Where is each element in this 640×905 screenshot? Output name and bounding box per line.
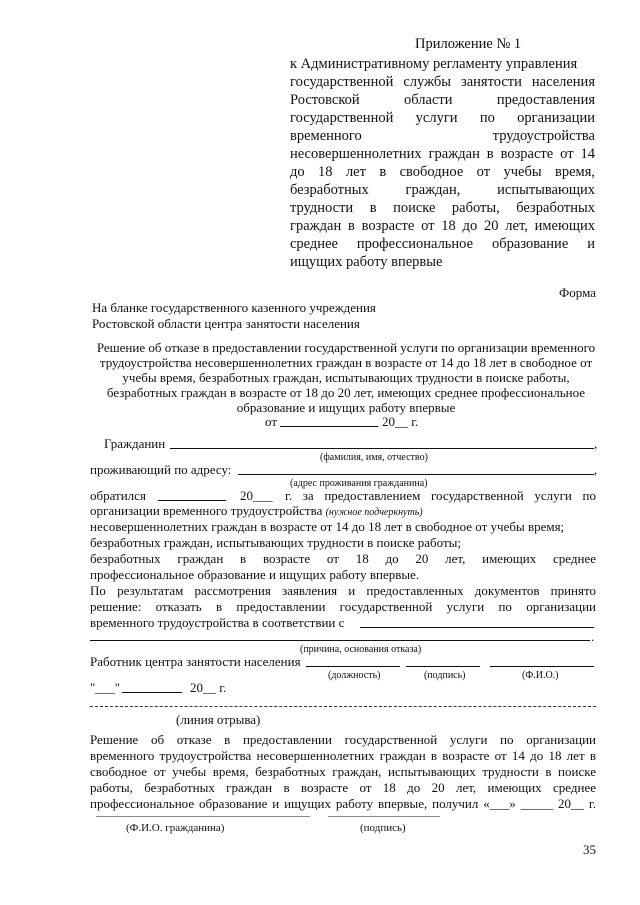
- page-number: 35: [583, 842, 596, 857]
- result-line: По результатам рассмотрения заявления и предоставленных документов принято: [90, 583, 596, 598]
- citizen-hint: (фамилия, имя, отчество): [320, 452, 428, 463]
- option-2[interactable]: безработных граждан, испытывающих трудности в поиске работы;: [90, 535, 461, 550]
- tear-text: Решение об отказе в предоставлении государственной услуги по организации: [90, 732, 596, 747]
- appendix-line: трудности в поиске работы, безработных: [290, 200, 595, 216]
- title-line: Решение об отказе в предоставлении государственной услуги по организации временного: [96, 340, 596, 355]
- title-date-prefix: от: [265, 414, 278, 429]
- tear-line: [90, 706, 596, 707]
- date-blank[interactable]: [280, 426, 378, 427]
- comma: ,: [594, 436, 598, 451]
- applied-date-blank[interactable]: [158, 500, 226, 501]
- form-label: Форма: [559, 285, 596, 300]
- result-line: временного трудоустройства в соответствии с: [90, 615, 345, 630]
- comma: ,: [594, 462, 598, 477]
- appendix-line: среднее профессиональное образование и: [290, 236, 595, 252]
- title-line: трудоустройства несовершеннолетних граждан в возрасте от 14 до 18 лет в свободное от: [99, 355, 593, 370]
- address-label: проживающий по адресу:: [90, 462, 232, 477]
- appendix-line: ищущих работу впервые: [290, 254, 443, 270]
- tear-fio-hint: (Ф.И.О. гражданина): [126, 822, 225, 834]
- reason-hint: (причина, основания отказа): [300, 644, 422, 655]
- letterhead-line: Ростовской области центра занятости населения: [92, 316, 360, 331]
- citizen-name-blank[interactable]: [170, 448, 594, 449]
- address-blank[interactable]: [238, 474, 594, 475]
- applied-prefix: обратился: [90, 488, 146, 503]
- appendix-line: к Административному регламенту управления: [290, 56, 578, 72]
- signature-hint: (подпись): [424, 670, 466, 681]
- service-text: организации временного трудоустройства: [90, 503, 323, 518]
- address-hint: (адрес проживания гражданина): [290, 478, 428, 489]
- tear-label: (линия отрыва): [176, 712, 261, 727]
- reason-blank-2[interactable]: [90, 640, 590, 641]
- appendix-line: безработных граждан, испытывающих: [290, 182, 595, 198]
- title-date-year: 20__ г.: [382, 414, 419, 429]
- tear-text: работы, безработных граждан в возрасте от 18 до 20 лет, имеющих среднее: [90, 780, 596, 795]
- fio-blank[interactable]: [490, 666, 594, 667]
- option-1[interactable]: несовершеннолетних граждан в возрасте от 14 до 18 лет в свободное от учебы время;: [90, 519, 565, 534]
- appendix-line: Ростовской области предоставления: [290, 92, 595, 108]
- period: .: [591, 629, 595, 644]
- option-3[interactable]: безработных граждан в возрасте от 18 до 20 лет, имеющих среднее: [90, 551, 596, 566]
- date-year: 20__ г.: [190, 680, 227, 695]
- citizen-label: Гражданин: [104, 436, 166, 451]
- letterhead-line: На бланке государственного казенного учреждения: [92, 300, 376, 315]
- applied-year: 20___: [240, 488, 273, 503]
- tear-text: свободное от учебы время, безработных граждан, испытывающих трудности в поиске: [90, 764, 596, 779]
- title-line: безработных граждан в возрасте от 18 до 20 лет, имеющих среднее профессиональное: [106, 385, 586, 400]
- date-month-blank[interactable]: [122, 692, 182, 693]
- tear-signature-hint: (подпись): [360, 822, 406, 834]
- title-line: образование и ищущих работу впервые: [236, 400, 456, 415]
- tear-text: временного трудоустройства несовершеннолетних граждан в возрасте от 14 до 18 лет в: [90, 748, 596, 763]
- result-line: решение: отказать в предоставлении государственной услуги по организации: [90, 599, 596, 614]
- position-hint: (должность): [328, 670, 381, 681]
- appendix-line: до 18 лет в свободное от учебы время,: [290, 164, 595, 180]
- option-3b: профессиональное образование и ищущих работу впервые.: [90, 567, 420, 582]
- reason-blank[interactable]: [360, 627, 594, 628]
- appendix-line: государственной службы занятости населения: [290, 74, 595, 90]
- appendix-line: временного трудоустройства: [290, 128, 595, 144]
- appendix-line: государственной услуги по организации: [290, 110, 595, 126]
- tear-text: профессиональное образование и ищущих работу впервые, получил «___» _____ 20__ г.: [90, 796, 596, 811]
- position-blank[interactable]: [306, 666, 400, 667]
- signature-blank[interactable]: [406, 666, 480, 667]
- worker-label: Работник центра занятости населения: [90, 654, 301, 669]
- title-line: учебы время, безработных граждан, испытывающих трудности в поиске работы,: [122, 370, 570, 385]
- appendix-line: несовершеннолетних граждан в возрасте от 14: [290, 146, 595, 162]
- appendix-heading: Приложение № 1: [415, 36, 522, 52]
- citizen-fio-blank[interactable]: [96, 816, 310, 817]
- service-line: [90, 503, 423, 519]
- decision-title: [90, 340, 602, 415]
- date-quote: "___": [90, 680, 121, 695]
- service-hint: (нужное подчеркнуть): [325, 507, 423, 518]
- citizen-signature-blank[interactable]: [328, 816, 440, 817]
- appendix-line: граждан в возрасте от 18 до 20 лет, имеющих: [290, 218, 595, 234]
- fio-hint: (Ф.И.О.): [522, 670, 559, 681]
- applied-rest: г. за предоставлением государственной услуги по: [285, 488, 596, 503]
